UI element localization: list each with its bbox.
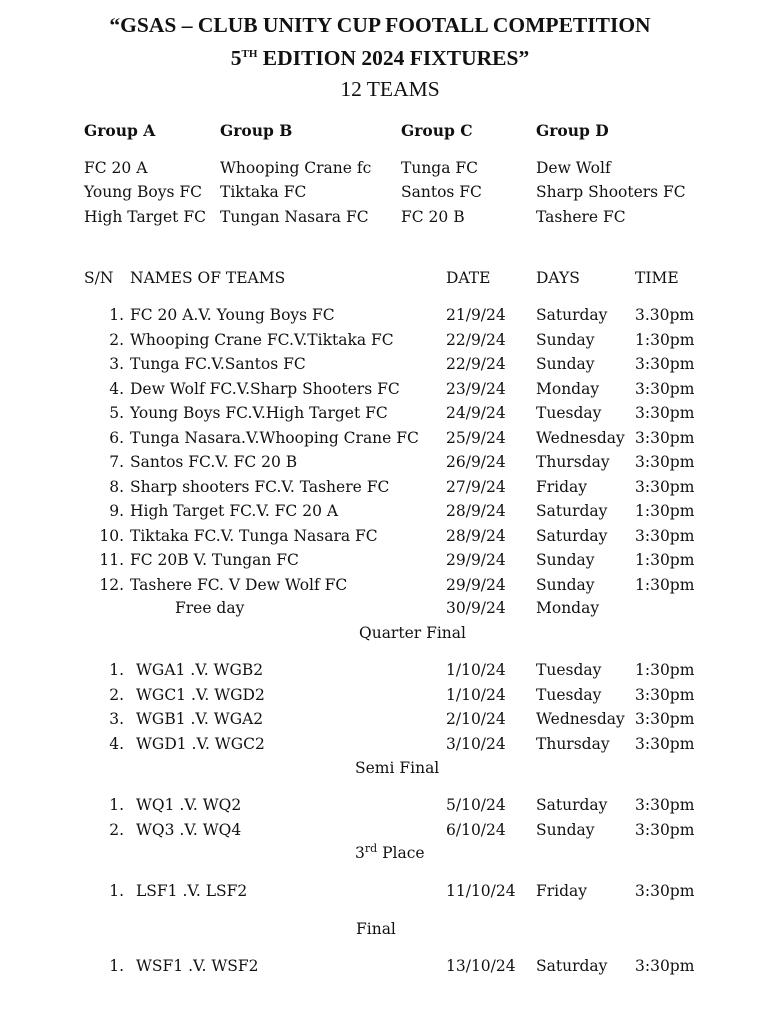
row-date: 5/10/24 [446, 796, 506, 814]
row-time: 3:30pm [635, 796, 695, 814]
row-day: Tuesday [536, 404, 602, 422]
row-number: 2. [109, 820, 124, 839]
final-title: Final [356, 920, 396, 938]
row-date: 1/10/24 [446, 685, 506, 704]
row-day: Wednesday [536, 428, 625, 447]
row-day: Sunday [536, 330, 595, 349]
row-match: Sharp shooters FC.V. Tashere FC [130, 477, 390, 496]
row-number: 7. [109, 453, 124, 471]
third-place-title: 3rd Place [355, 841, 425, 862]
row-number: 4. [109, 379, 124, 398]
row-time: 3:30pm [635, 734, 695, 753]
row-day: Saturday [536, 306, 608, 324]
row-number: 3. [109, 355, 124, 373]
row-date: 13/10/24 [446, 957, 516, 975]
edition-text: EDITION 2024 FIXTURES” [257, 46, 530, 70]
row-number: 5. [109, 404, 124, 422]
header-time: TIME [635, 269, 679, 287]
row-number: 12. [99, 575, 124, 594]
row-number: 9. [109, 502, 124, 520]
row-day: Saturday [536, 502, 608, 520]
row-date: 26/9/24 [446, 453, 506, 471]
row-date: 24/9/24 [446, 404, 506, 422]
row-number: 3. [109, 710, 124, 728]
group-team: FC 20 A [84, 159, 148, 177]
row-number: 2. [109, 330, 124, 349]
document-subtitle [0, 45, 760, 71]
row-match: WSF1 .V. WSF2 [136, 957, 259, 975]
row-date: 25/9/24 [446, 428, 506, 447]
group-team: Dew Wolf [536, 159, 611, 177]
row-time: 3:30pm [635, 710, 695, 728]
group-team: High Target FC [84, 207, 206, 226]
row-time: 3:30pm [635, 820, 695, 839]
group-heading: Group D [536, 121, 609, 140]
row-match: Tashere FC. V Dew Wolf FC [130, 575, 348, 594]
row-day: Thursday [536, 453, 610, 471]
row-day: Wednesday [536, 710, 625, 728]
group-heading: Group A [84, 121, 156, 140]
title-line-1: “GSAS – CLUB UNITY CUP FOOTALL COMPETITION [109, 13, 651, 37]
row-match: FC 20 A.V. Young Boys FC [130, 306, 335, 324]
row-number: 1. [109, 957, 124, 975]
row-time: 1:30pm [635, 575, 695, 594]
row-time: 3:30pm [635, 428, 695, 447]
group-heading: Group B [220, 121, 293, 140]
group-team: Tunga FC [401, 159, 479, 177]
row-match: WQ1 .V. WQ2 [136, 796, 242, 814]
free-day-date: 30/9/24 [446, 599, 506, 617]
row-time: 1:30pm [635, 502, 695, 520]
document-title [0, 12, 760, 38]
row-day: Sunday [536, 355, 595, 373]
group-team: Santos FC [401, 183, 482, 202]
semi-final-title: Semi Final [355, 759, 440, 777]
row-time: 1:30pm [635, 661, 695, 679]
row-day: Monday [536, 379, 600, 398]
row-match: Dew Wolf FC.V.Sharp Shooters FC [130, 379, 400, 398]
teams-count: 12 TEAMS [340, 77, 440, 101]
header-date: DATE [446, 269, 491, 287]
row-time: 3:30pm [635, 404, 695, 422]
row-time: 3:30pm [635, 355, 695, 373]
row-date: 29/9/24 [446, 551, 506, 569]
row-match: Whooping Crane FC.V.Tiktaka FC [130, 330, 394, 349]
row-time: 1:30pm [635, 551, 695, 569]
header-names: NAMES OF TEAMS [130, 269, 286, 287]
row-time: 3:30pm [635, 477, 695, 496]
row-number: 10. [99, 526, 124, 545]
row-number: 2. [109, 685, 124, 704]
row-match: Young Boys FC.V.High Target FC [130, 404, 388, 422]
row-number: 1. [109, 661, 124, 679]
row-date: 28/9/24 [446, 502, 506, 520]
row-match: Tunga FC.V.Santos FC [130, 355, 306, 373]
row-match: WQ3 .V. WQ4 [136, 820, 242, 839]
row-day: Friday [536, 882, 588, 900]
row-date: 1/10/24 [446, 661, 506, 679]
row-day: Sunday [536, 551, 595, 569]
row-match: High Target FC.V. FC 20 A [130, 502, 339, 520]
group-team: Tungan Nasara FC [220, 207, 369, 226]
row-match: WGB1 .V. WGA2 [136, 710, 264, 728]
row-day: Saturday [536, 526, 608, 545]
row-match: Santos FC.V. FC 20 B [130, 453, 298, 471]
row-time: 1:30pm [635, 330, 695, 349]
group-team: Tiktaka FC [220, 183, 307, 202]
row-match: WGD1 .V. WGC2 [136, 734, 265, 753]
group-team: FC 20 B [401, 207, 465, 226]
row-number: 1. [109, 306, 124, 324]
row-date: 28/9/24 [446, 526, 506, 545]
row-day: Tuesday [536, 661, 602, 679]
row-number: 4. [109, 734, 124, 753]
row-day: Saturday [536, 796, 608, 814]
row-day: Sunday [536, 575, 595, 594]
row-time: 3:30pm [635, 379, 695, 398]
row-date: 21/9/24 [446, 306, 506, 324]
group-team: Young Boys FC [84, 183, 203, 202]
row-date: 27/9/24 [446, 477, 506, 496]
row-time: 3:30pm [635, 526, 695, 545]
group-team: Sharp Shooters FC [536, 183, 686, 202]
row-date: 2/10/24 [446, 710, 506, 728]
row-day: Sunday [536, 820, 595, 839]
edition-number: 5 [230, 46, 242, 70]
row-match: FC 20B V. Tungan FC [130, 551, 299, 569]
row-day: Friday [536, 477, 588, 496]
row-date: 22/9/24 [446, 330, 506, 349]
row-time: 3:30pm [635, 453, 695, 471]
group-heading: Group C [401, 121, 473, 140]
edition-ordinal: TH [241, 47, 258, 60]
row-date: 22/9/24 [446, 355, 506, 373]
row-date: 29/9/24 [446, 575, 506, 594]
row-date: 23/9/24 [446, 379, 506, 398]
row-match: LSF1 .V. LSF2 [136, 882, 248, 900]
row-date: 6/10/24 [446, 820, 506, 839]
row-match: WGC1 .V. WGD2 [136, 685, 265, 704]
quarter-final-title: Quarter Final [359, 624, 466, 642]
row-time: 3:30pm [635, 882, 695, 900]
free-day-label: Free day [175, 599, 245, 617]
row-date: 11/10/24 [446, 882, 516, 900]
row-match: Tiktaka FC.V. Tunga Nasara FC [130, 526, 378, 545]
row-date: 3/10/24 [446, 734, 506, 753]
row-day: Tuesday [536, 685, 602, 704]
group-team: Tashere FC [536, 207, 626, 226]
row-number: 6. [109, 428, 124, 447]
row-number: 1. [109, 882, 124, 900]
row-day: Thursday [536, 734, 610, 753]
row-time: 3:30pm [635, 957, 695, 975]
row-day: Saturday [536, 957, 608, 975]
row-number: 8. [109, 477, 124, 496]
row-match: WGA1 .V. WGB2 [136, 661, 264, 679]
row-time: 3:30pm [635, 685, 695, 704]
free-day-day: Monday [536, 599, 600, 617]
header-days: DAYS [536, 269, 580, 287]
group-team: Whooping Crane fc [220, 159, 372, 177]
row-match: Tunga Nasara.V.Whooping Crane FC [130, 428, 419, 447]
header-sn: S/N [84, 269, 114, 287]
row-number: 11. [99, 551, 124, 569]
row-number: 1. [109, 796, 124, 814]
row-time: 3.30pm [635, 306, 695, 324]
